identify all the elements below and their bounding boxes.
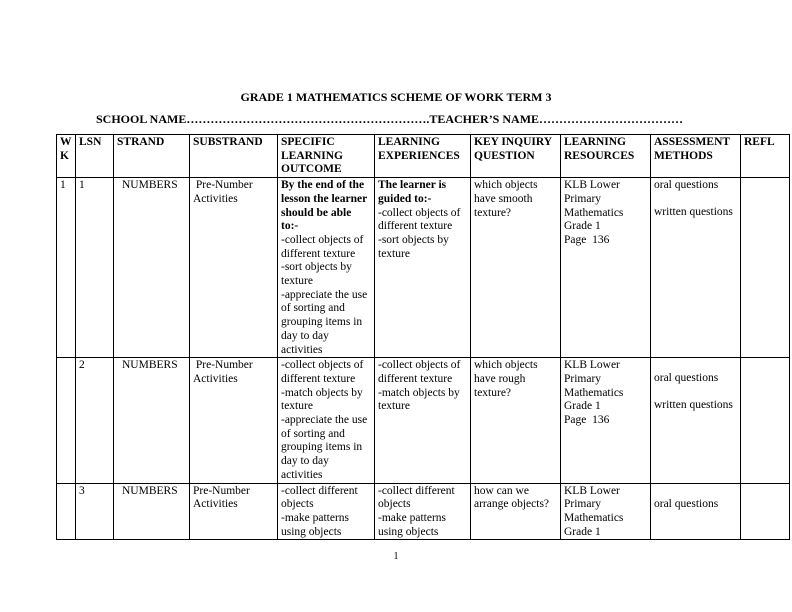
strand-text: NUMBERS (122, 179, 178, 192)
cell-resources (561, 178, 651, 358)
header-key-inquiry: KEY INQUIRY QUESTION (471, 135, 561, 178)
cell-assessment (651, 358, 741, 483)
header-specific-outcome: SPECIFIC LEARNING OUTCOME (278, 135, 375, 178)
outcome-item: -appreciate the use of sorting and grouping items in day to day activities (281, 414, 368, 481)
cell-resources (561, 483, 651, 540)
cell-experiences (375, 178, 471, 358)
assessment-item: oral questions (654, 372, 719, 385)
resource-page: Page 136 (564, 414, 610, 427)
cell-outcome (278, 178, 375, 358)
header-strand: STRAND (114, 135, 190, 178)
cell-refl (741, 483, 790, 540)
experience-item: -collect objects of different texture (378, 359, 461, 385)
strand-text: NUMBERS (122, 359, 178, 372)
outcome-item: -collect objects of different texture (281, 233, 364, 260)
school-teacher-line: SCHOOL NAME…………………………………………………….TEACHER’S NAME……………………………… (96, 112, 684, 126)
page-number: 1 (393, 551, 399, 562)
cell-experiences (375, 358, 471, 483)
assessment-item: oral questions (654, 179, 719, 192)
cell-resources (561, 358, 651, 483)
cell-substrand: Pre-Number Activities (190, 178, 278, 358)
cell-key-inquiry: which objects have smooth texture? (471, 178, 561, 358)
cell-refl (741, 358, 790, 483)
outcome-item: -make patterns using objects (281, 511, 350, 538)
cell-refl (741, 178, 790, 358)
header-wk: W K (57, 135, 76, 178)
cell-lsn: 2 (76, 358, 114, 483)
cell-key-inquiry: how can we arrange objects? (471, 483, 561, 540)
cell-assessment (651, 178, 741, 358)
table-row (57, 483, 790, 540)
header-resources: LEARNING RESOURCES (561, 135, 651, 178)
cell-wk (57, 358, 76, 483)
cell-strand (114, 358, 190, 483)
cell-wk (57, 483, 76, 540)
cell-substrand: Pre-Number Activities (190, 358, 278, 483)
experiences-intro: The learner is guided to:- (378, 179, 447, 205)
header-refl: REFL (741, 135, 790, 178)
document-title: GRADE 1 MATHEMATICS SCHEME OF WORK TERM 3 (240, 90, 552, 104)
experience-item: -collect different objects (378, 484, 455, 511)
experience-item: -sort objects by texture (378, 233, 449, 260)
header-lsn: LSN (76, 135, 114, 178)
cell-outcome (278, 358, 375, 483)
experience-item: -match objects by texture (378, 386, 460, 413)
outcome-item: -match objects by texture (281, 386, 363, 413)
experience-item: -collect objects of different texture (378, 206, 461, 233)
assessment-item: oral questions (654, 497, 719, 510)
header-learning-experiences: LEARNING EXPERIENCES (375, 135, 471, 178)
outcome-intro: By the end of the lesson the learner should be able to:- (281, 179, 368, 233)
outcome-item: -collect different objects (281, 484, 358, 511)
cell-substrand: Pre-Number Activities (190, 483, 278, 540)
experience-item: -make patterns using objects (378, 511, 447, 538)
cell-lsn: 3 (76, 483, 114, 540)
resource-text: KLB Lower Primary Mathematics Grade 1 (564, 179, 624, 233)
header-substrand: SUBSTRAND (190, 135, 278, 178)
scheme-of-work-table (56, 134, 790, 540)
assessment-item: written questions (654, 205, 733, 218)
resource-page: Page 136 (564, 233, 610, 246)
resource-text: KLB Lower Primary Mathematics Grade 1 (564, 484, 624, 538)
outcome-item: -appreciate the use of sorting and grouping items in day to day activities (281, 288, 368, 356)
cell-key-inquiry: which objects have rough texture? (471, 358, 561, 483)
assessment-item: written questions (654, 398, 733, 411)
cell-strand (114, 178, 190, 358)
outcome-item: -collect objects of different texture (281, 359, 364, 385)
cell-wk: 1 (57, 178, 76, 358)
table-row (57, 358, 790, 483)
strand-text: NUMBERS (122, 484, 178, 497)
cell-lsn: 1 (76, 178, 114, 358)
cell-strand (114, 483, 190, 540)
header-assessment: ASSESSMENT METHODS (651, 135, 741, 178)
cell-experiences (375, 483, 471, 540)
resource-text: KLB Lower Primary Mathematics Grade 1 (564, 359, 624, 413)
outcome-item: -sort objects by texture (281, 261, 352, 288)
table-header-row (57, 135, 790, 178)
cell-outcome (278, 483, 375, 540)
table-row (57, 178, 790, 358)
cell-assessment (651, 483, 741, 540)
